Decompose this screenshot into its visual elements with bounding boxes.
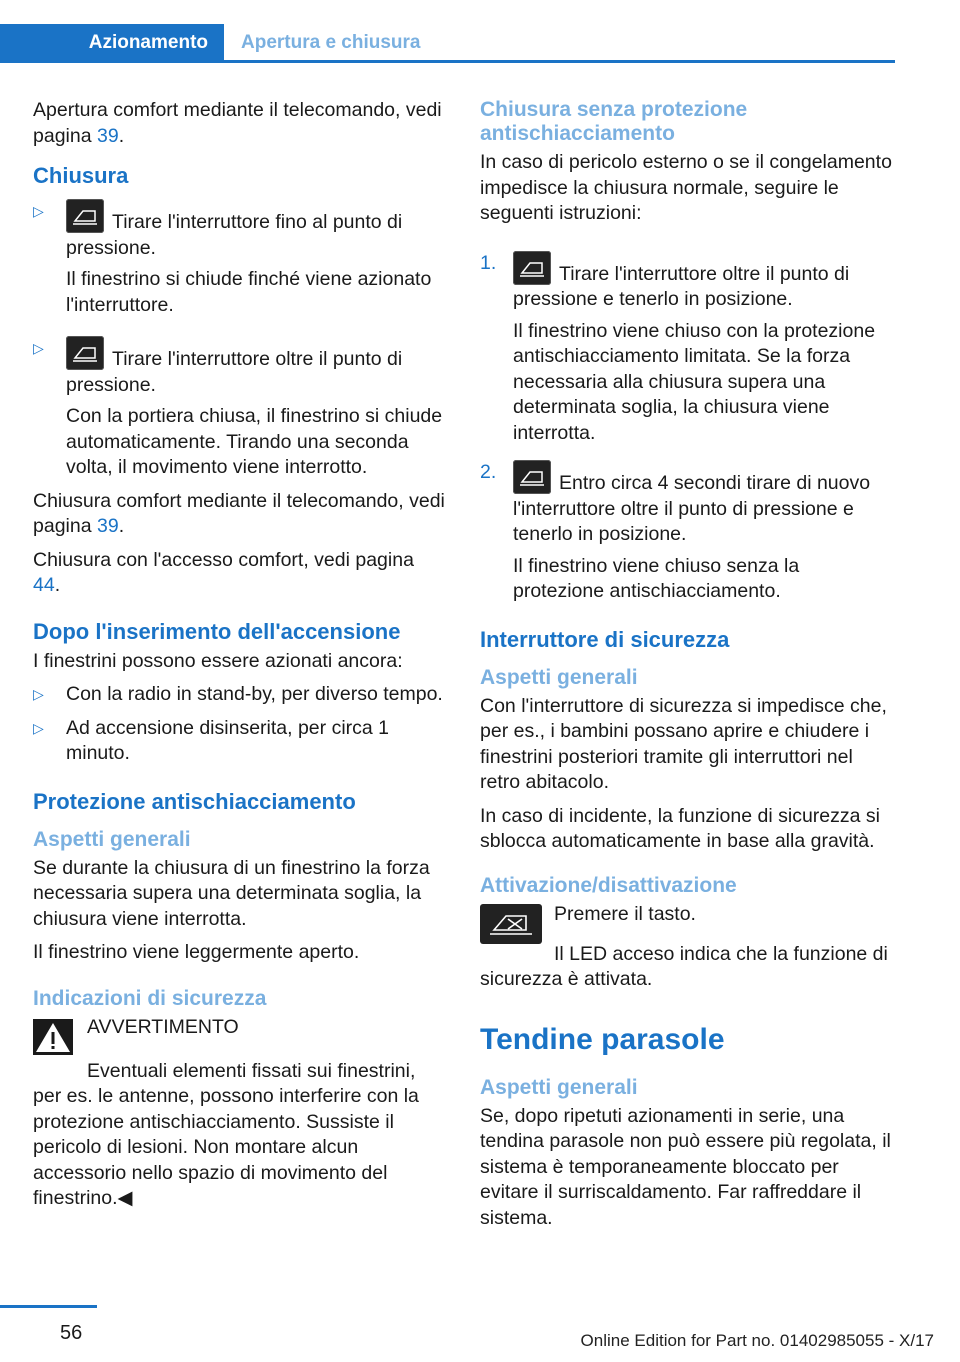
- interruttore-paragraph-2: In caso di incidente, la funzione di sicurezza si sblocca automaticamente in base alla gravità.: [480, 804, 880, 852]
- close-item-1: [33, 199, 445, 318]
- close-item-2-sub: Con la portiera chiusa, il finestrino si chiude automaticamente. Tirando una seconda volta, il movimento viene interrotto.: [66, 405, 443, 478]
- window-switch-icon: [513, 251, 551, 285]
- child-lock-button-icon: [480, 904, 542, 944]
- triangle-bullet-icon: ▷: [33, 686, 44, 702]
- left-column: [33, 98, 445, 1220]
- protezione-paragraph-2: Il finestrino viene leggermente aperto.: [33, 941, 360, 963]
- step-2: [480, 460, 892, 605]
- window-switch-icon: [513, 460, 551, 494]
- heading-interruttore-sicurezza: Interruttore di sicurezza: [480, 626, 730, 652]
- edition-text: Online Edition for Part no. 01402985055 - X/17: [580, 1331, 934, 1350]
- attivazione-block: [480, 902, 892, 944]
- comfort-access-paragraph: Chiusura con l'accesso comfort, vedi pagina 44.: [33, 548, 414, 596]
- attivazione-text-1: Premere il tasto.: [554, 902, 696, 925]
- right-column: [480, 98, 892, 1239]
- dopo-item-2: ▷ Ad accensione disinserita, per circa 1 minuto.: [33, 716, 389, 764]
- step-2-sub: Il finestrino viene chiuso senza la protezione antischiacciamento.: [513, 554, 800, 602]
- triangle-bullet-icon: ▷: [33, 203, 44, 219]
- page-link-39[interactable]: 39: [96, 124, 119, 147]
- intro-paragraph: Apertura comfort mediante il telecomando, vedi pagina 39.: [33, 99, 442, 147]
- tab-apertura-chiusura[interactable]: Apertura e chiusura: [241, 32, 421, 53]
- step-2-main: Entro circa 4 secondi tirare di nuovo l'interruttore oltre il punto di pressione e tenerlo in posizione.: [513, 472, 871, 545]
- triangle-bullet-icon: ▷: [33, 340, 44, 356]
- close-item-2-main: Tirare l'interruttore oltre il punto di pressione.: [66, 348, 403, 396]
- tendine-paragraph: Se, dopo ripetuti azionamenti in serie, una tendina parasole non può essere più regolata, il sistema è temporaneamente bloccato per evitare il surriscaldamento. Far raffreddare il sistema.: [480, 1104, 891, 1229]
- heading-indicazioni-sicurezza: Indicazioni di sicurezza: [33, 986, 267, 1010]
- triangle-bullet-icon: ▷: [33, 719, 44, 736]
- footer-divider: [0, 1305, 97, 1308]
- close-item-2: [33, 336, 445, 481]
- warning-block: [33, 1015, 445, 1055]
- step-number: 2.: [480, 461, 497, 483]
- step-1-sub: Il finestrino viene chiuso con la protezione antischiacciamento limitata. Se la forza necessaria alla chiusura supera una determinata soglia, la chiusura viene interrotta.: [513, 319, 876, 444]
- page-header: [0, 0, 960, 64]
- comfort-remote-paragraph: Chiusura comfort mediante il telecomando, vedi pagina 39.: [33, 489, 445, 537]
- page-link-44[interactable]: 44: [33, 574, 55, 596]
- dopo-item-1: ▷ Con la radio in stand-by, per diverso tempo.: [33, 682, 445, 708]
- step-1-main: Tirare l'interruttore oltre il punto di pressione e tenerlo in posizione.: [513, 262, 850, 310]
- header-divider: [0, 60, 895, 63]
- step-1: [480, 251, 892, 447]
- heading-tendine-parasole: Tendine parasole: [480, 1022, 725, 1056]
- protezione-paragraph-1: Se durante la chiusura di un finestrino la forza necessaria supera una determinata soglia, la chiusura viene interrotta.: [33, 856, 430, 930]
- heading-aspetti-generali-3: Aspetti generali: [480, 1075, 638, 1099]
- close-item-1-sub: Il finestrino si chiude finché viene azionato l'interruttore.: [66, 268, 432, 316]
- window-switch-icon: [66, 336, 104, 370]
- warning-title: AVVERTIMENTO: [87, 1015, 239, 1038]
- heading-aspetti-generali-2: Aspetti generali: [480, 665, 638, 689]
- dopo-paragraph: I finestrini possono essere azionati ancora:: [33, 649, 403, 672]
- warning-text: Eventuali elementi fissati sui finestrini, per es. le antenne, possono interferire con la protezione antischiacciamento. Sussiste il pericolo di lesioni. Non montare alcun accessorio nello spazio di movimento del finestrino.◀: [33, 1059, 419, 1209]
- heading-senza-protezione: Chiusura senza protezione antischiacciamento: [480, 98, 748, 145]
- close-item-1-main: Tirare l'interruttore fino al punto di pressione.: [66, 211, 403, 259]
- heading-chiusura: Chiusura: [33, 163, 129, 188]
- interruttore-paragraph-1: Con l'interruttore di sicurezza si impedisce che, per es., i bambini possano aprire e chiudere i finestrini posteriori tramite gli interruttori nel retro abitacolo.: [480, 694, 887, 793]
- step-number: 1.: [480, 251, 497, 274]
- page-number: 56: [60, 1322, 83, 1344]
- window-switch-icon: [66, 199, 104, 233]
- heading-attivazione: Attivazione/disattivazione: [480, 873, 737, 897]
- heading-aspetti-generali: Aspetti generali: [33, 827, 191, 851]
- tab-azionamento[interactable]: Azionamento: [0, 24, 224, 62]
- heading-dopo-accensione: Dopo l'inserimento dell'accensione: [33, 618, 401, 644]
- attivazione-text-2: Il LED acceso indica che la funzione di sicurezza è attivata.: [480, 942, 888, 990]
- page-link-39b[interactable]: 39: [96, 515, 119, 537]
- warning-triangle-icon: [33, 1019, 73, 1055]
- senza-paragraph: In caso di pericolo esterno o se il congelamento impedisce la chiusura normale, seguire le seguenti istruzioni:: [480, 151, 892, 224]
- heading-protezione: Protezione antischiacciamento: [33, 788, 356, 814]
